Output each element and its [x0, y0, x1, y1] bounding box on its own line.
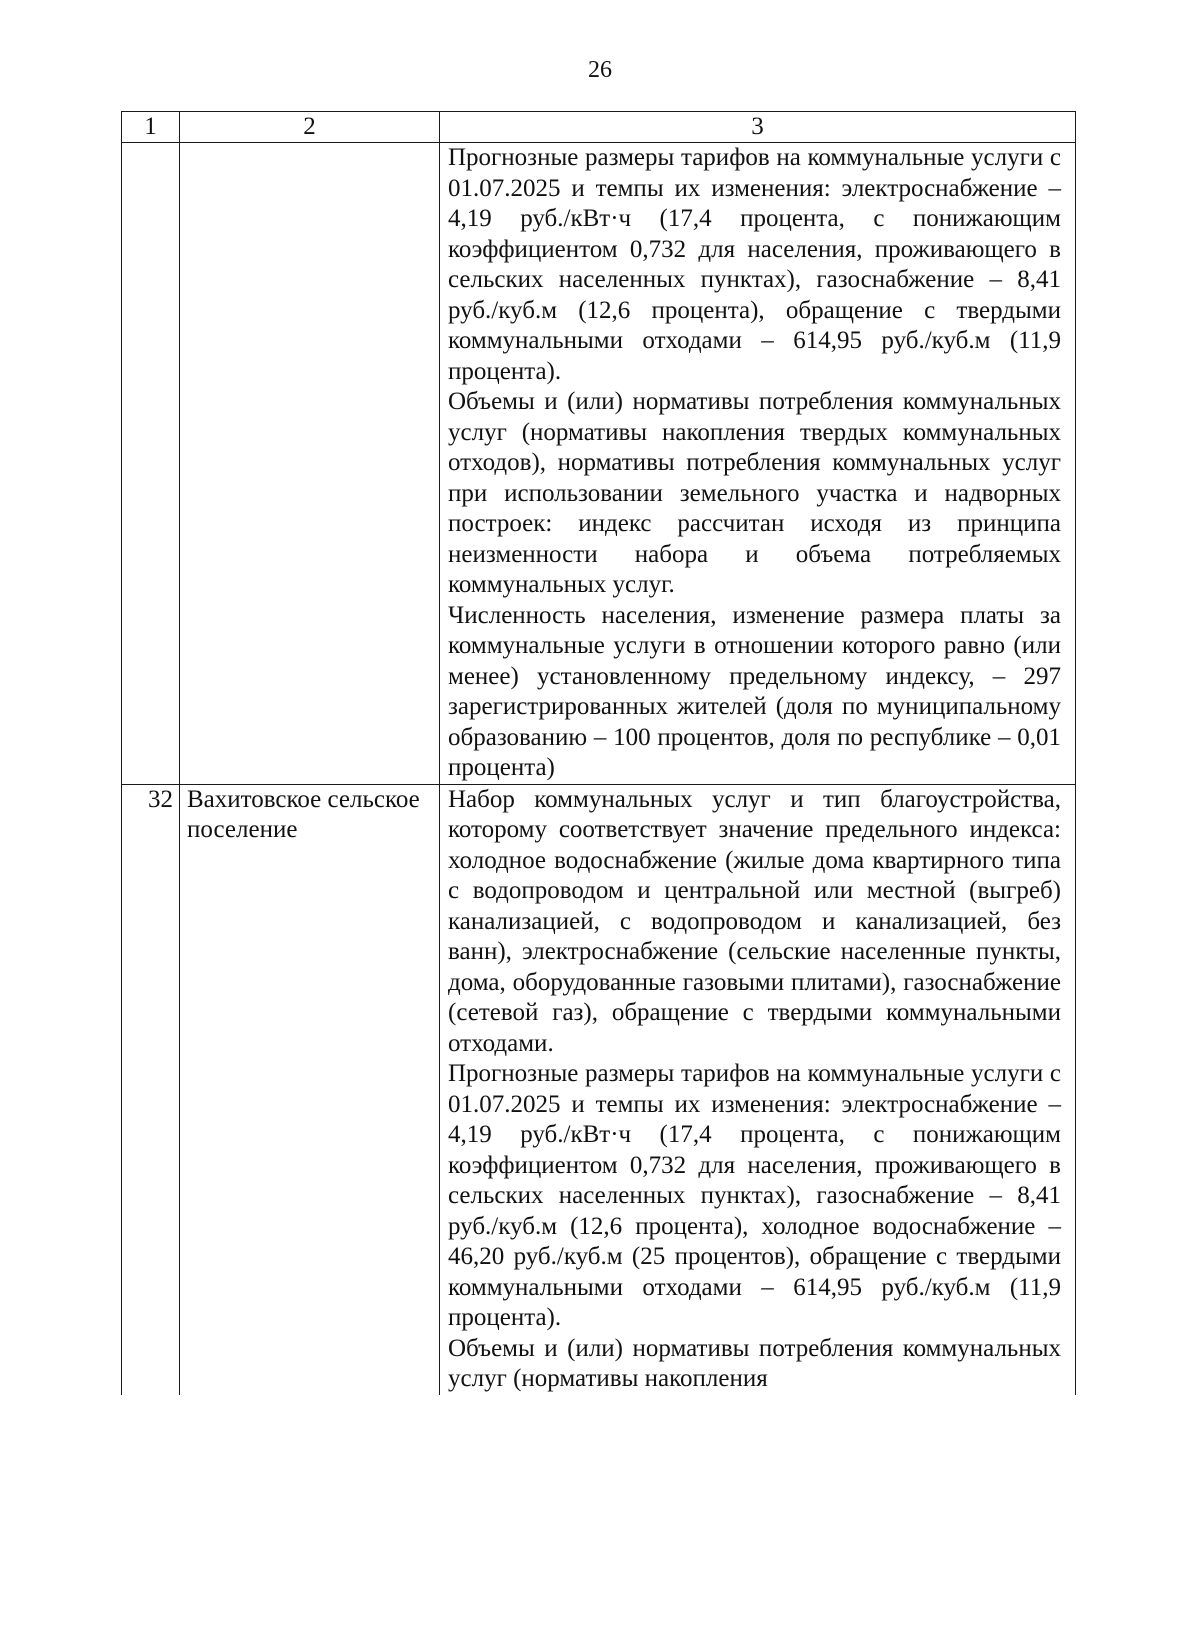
header-col-1: 1: [122, 112, 180, 143]
description-paragraph: Численность населения, изменение размера платы за коммунальные услуги в отношении которого равно (или менее) установленному предельному индексу, – 297 зарегистрированных жителей (доля по муниципальному образованию – 100 процентов, доля по республике – 0,01 процента): [448, 601, 1061, 781]
row-number: 32: [122, 784, 180, 1395]
description-paragraph: Прогнозные размеры тарифов на коммунальные услуги с 01.07.2025 и темпы их изменения: электроснабжение – 4,19 руб./кВт·ч (17,4 процента, с понижающим коэффициентом 0,732 для населения, проживающего в сельских населенных пунктах), газоснабжение – 8,41 руб./куб.м (12,6 процента), обращение с твердыми коммунальными отходами – 614,95 руб./куб.м (11,9 процента).: [448, 144, 1061, 385]
row-description: [440, 143, 1076, 785]
table-row: [122, 143, 1076, 785]
table-header-row: [122, 112, 1076, 143]
row-description: [440, 784, 1076, 1395]
header-col-3: 3: [440, 112, 1076, 143]
settlement-name: [180, 143, 440, 785]
settlement-name: Вахитовское сельское поселение: [180, 784, 440, 1395]
description-paragraph: Набор коммунальных услуг и тип благоустройства, которому соответствует значение предельного индекса: холодное водоснабжение (жилые дома квартирного типа с водопроводом и центральной или местной (выгреб) канализацией, с водопроводом и канализацией, без ванн), электроснабжение (сельские населенные пункты, дома, оборудованные газовыми плитами), газоснабжение (сетевой газ), обращение с твердыми коммунальными отходами.: [448, 785, 1061, 1057]
description-paragraph: Объемы и (или) нормативы потребления коммунальных услуг (нормативы накопления твердых коммунальных отходов), нормативы потребления коммунальных услуг при использовании земельного участка и надворных построек: индекс рассчитан исходя из принципа неизменности набора и объема потребляемых коммунальных услуг.: [448, 388, 1061, 598]
row-number: [122, 143, 180, 785]
page-number: 26: [588, 57, 612, 83]
tariff-table: [121, 111, 1076, 1395]
description-paragraph: Объемы и (или) нормативы потребления коммунальных услуг (нормативы накопления: [448, 1334, 1061, 1392]
table-row: [122, 784, 1076, 1395]
header-col-2: 2: [180, 112, 440, 143]
description-paragraph: Прогнозные размеры тарифов на коммунальные услуги с 01.07.2025 и темпы их изменения: электроснабжение – 4,19 руб./кВт·ч (17,4 процента, с понижающим коэффициентом 0,732 для населения, проживающего в сельских населенных пунктах), газоснабжение – 8,41 руб./куб.м (12,6 процента), холодное водоснабжение – 46,20 руб./куб.м (25 процентов), обращение с твердыми коммунальными отходами – 614,95 руб./куб.м (11,9 процента).: [448, 1060, 1061, 1331]
